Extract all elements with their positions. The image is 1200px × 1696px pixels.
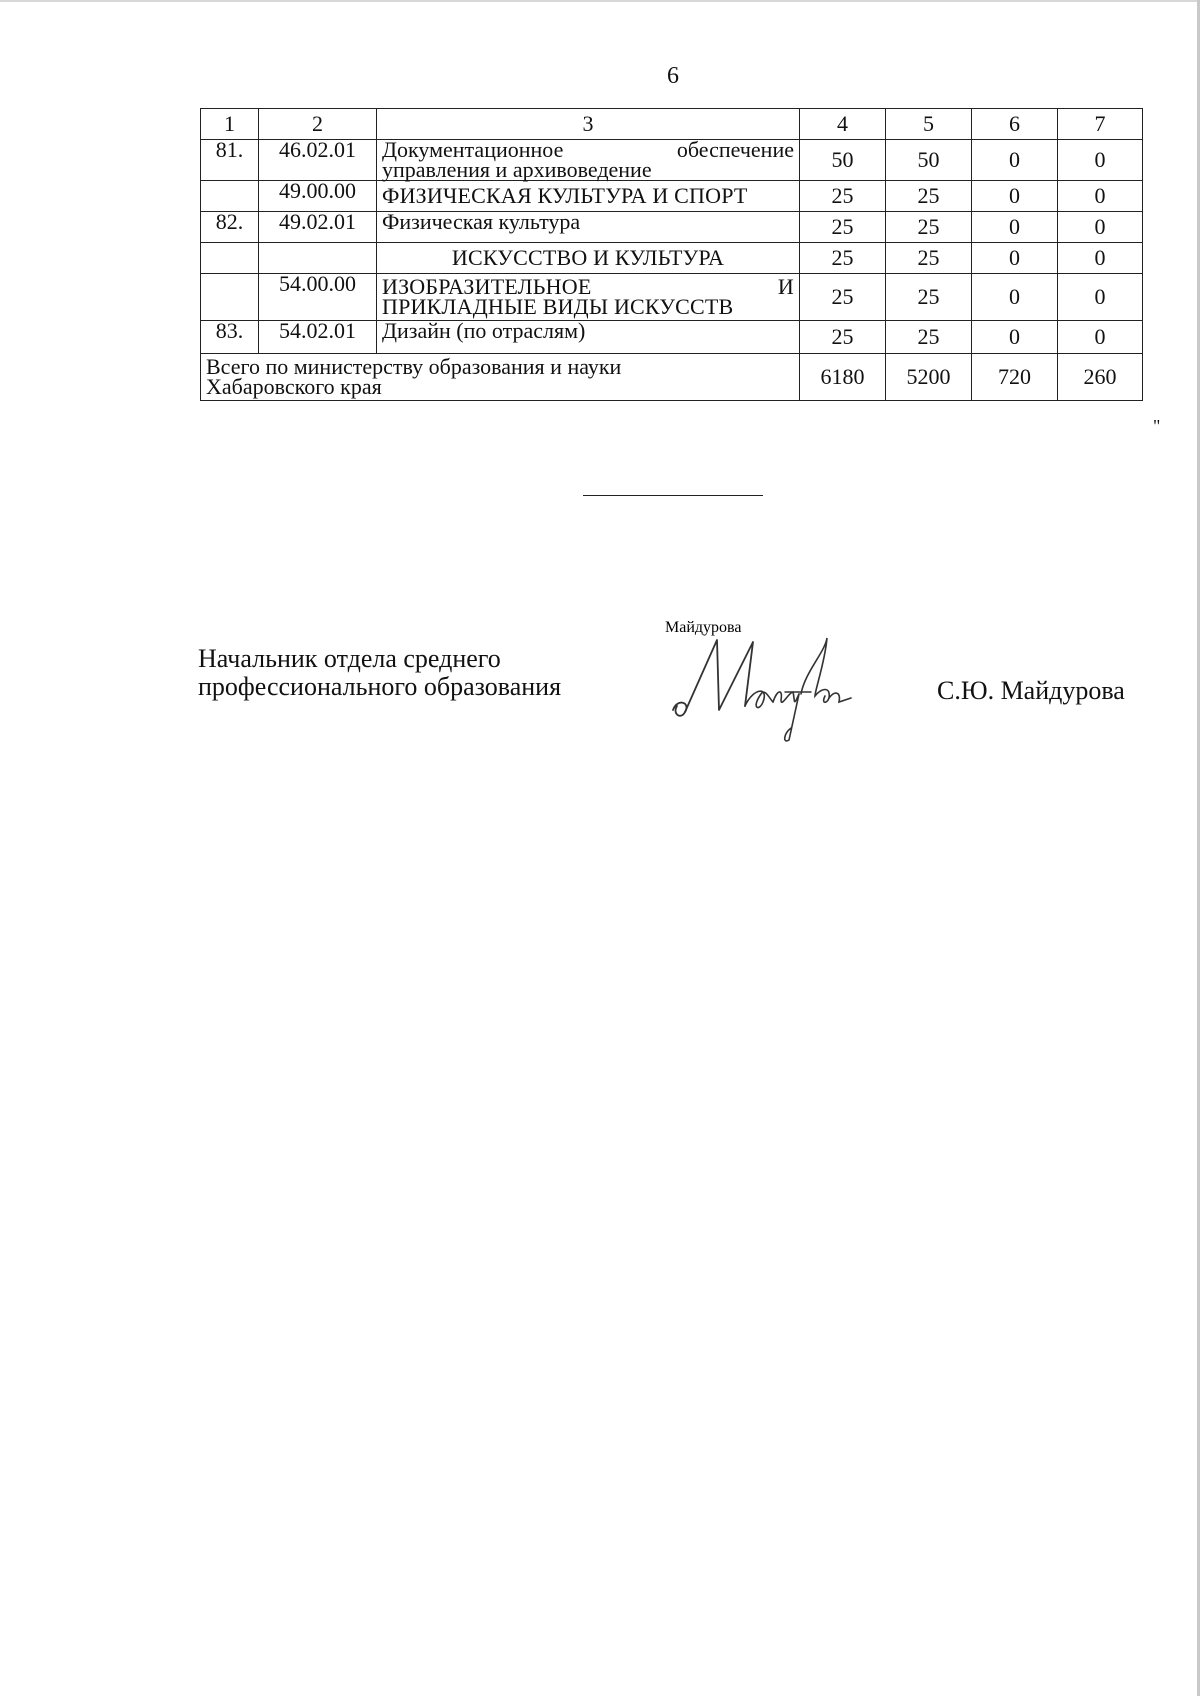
value-cell: 0 xyxy=(1058,321,1143,354)
value-cell: 25 xyxy=(800,243,886,274)
handwritten-signature xyxy=(665,619,875,742)
page-top-edge xyxy=(0,0,1200,2)
program-name-part: обеспечение xyxy=(676,137,794,162)
header-cell: 5 xyxy=(886,109,972,140)
table-header-row xyxy=(201,109,1143,140)
header-cell: 6 xyxy=(972,109,1058,140)
value-cell: 25 xyxy=(886,243,972,274)
header-cell: 4 xyxy=(800,109,886,140)
row-number-cell xyxy=(201,181,259,212)
value-cell: 0 xyxy=(1058,243,1143,274)
code-cell: 49.02.01 xyxy=(259,212,377,243)
code-cell: 49.00.00 xyxy=(259,181,377,212)
table-row xyxy=(201,274,1143,321)
table-total-row xyxy=(201,354,1143,401)
program-name-cell xyxy=(377,137,800,182)
value-cell: 25 xyxy=(800,321,886,354)
closing-quote-mark: " xyxy=(1153,416,1161,436)
row-number-cell: 81. xyxy=(201,140,259,181)
table-row xyxy=(201,321,1143,354)
total-value-cell: 5200 xyxy=(886,354,972,401)
separator-line xyxy=(583,495,763,496)
program-name-cell: ИСКУССТВО И КУЛЬТУРА xyxy=(377,243,800,274)
program-name-part: Документационное xyxy=(382,137,564,162)
value-cell: 50 xyxy=(800,140,886,181)
total-label-cell xyxy=(201,354,800,401)
total-value-cell: 6180 xyxy=(800,354,886,401)
value-cell: 50 xyxy=(886,140,972,181)
program-name-cell: Физическая культура xyxy=(377,212,800,243)
value-cell: 25 xyxy=(800,212,886,243)
row-number-cell xyxy=(201,274,259,321)
code-cell: 54.02.01 xyxy=(259,321,377,354)
value-cell: 0 xyxy=(1058,140,1143,181)
signatory-position-line: Начальник отдела среднего xyxy=(198,644,501,673)
code-cell: 46.02.01 xyxy=(259,140,377,181)
value-cell: 0 xyxy=(972,140,1058,181)
table-row xyxy=(201,140,1143,181)
programs-table xyxy=(200,108,1143,401)
value-cell: 25 xyxy=(886,274,972,321)
total-label-line: Хабаровского края xyxy=(206,374,382,399)
value-cell: 0 xyxy=(972,243,1058,274)
header-cell: 3 xyxy=(377,109,800,140)
value-cell: 25 xyxy=(800,274,886,321)
value-cell: 0 xyxy=(972,212,1058,243)
table-row xyxy=(201,243,1143,274)
signature-text: Майдурова xyxy=(665,619,742,636)
value-cell: 0 xyxy=(972,321,1058,354)
program-name-part: ИЗОБРАЗИТЕЛЬНОЕ xyxy=(382,274,592,299)
page-number: 6 xyxy=(667,63,679,89)
signatory-position-line: профессионального образования xyxy=(198,672,562,701)
signatory-name: С.Ю. Майдурова xyxy=(937,676,1125,705)
value-cell: 25 xyxy=(886,212,972,243)
program-name-part: И xyxy=(777,274,794,299)
value-cell: 25 xyxy=(886,181,972,212)
total-value-cell: 260 xyxy=(1058,354,1143,401)
value-cell: 0 xyxy=(1058,212,1143,243)
value-cell: 0 xyxy=(972,181,1058,212)
table-row xyxy=(201,181,1143,212)
value-cell: 0 xyxy=(1058,181,1143,212)
program-name-cell xyxy=(377,274,800,321)
value-cell: 25 xyxy=(800,181,886,212)
program-name-line: ПРИКЛАДНЫЕ ВИДЫ ИСКУССТВ xyxy=(382,294,734,319)
header-cell: 1 xyxy=(201,109,259,140)
value-cell: 25 xyxy=(886,321,972,354)
program-name-cell: Дизайн (по отраслям) xyxy=(377,321,800,354)
header-cell: 2 xyxy=(259,109,377,140)
value-cell: 0 xyxy=(1058,274,1143,321)
table-row xyxy=(201,212,1143,243)
value-cell: 0 xyxy=(972,274,1058,321)
code-cell xyxy=(259,243,377,274)
signatory-position xyxy=(198,645,628,701)
program-name-line: управления и архивоведение xyxy=(382,157,652,182)
header-cell: 7 xyxy=(1058,109,1143,140)
program-name-cell: ФИЗИЧЕСКАЯ КУЛЬТУРА И СПОРТ xyxy=(377,181,800,212)
row-number-cell: 83. xyxy=(201,321,259,354)
row-number-cell: 82. xyxy=(201,212,259,243)
total-label-line: Всего по министерству образования и науки xyxy=(206,354,622,379)
total-value-cell: 720 xyxy=(972,354,1058,401)
row-number-cell xyxy=(201,243,259,274)
code-cell: 54.00.00 xyxy=(259,274,377,321)
